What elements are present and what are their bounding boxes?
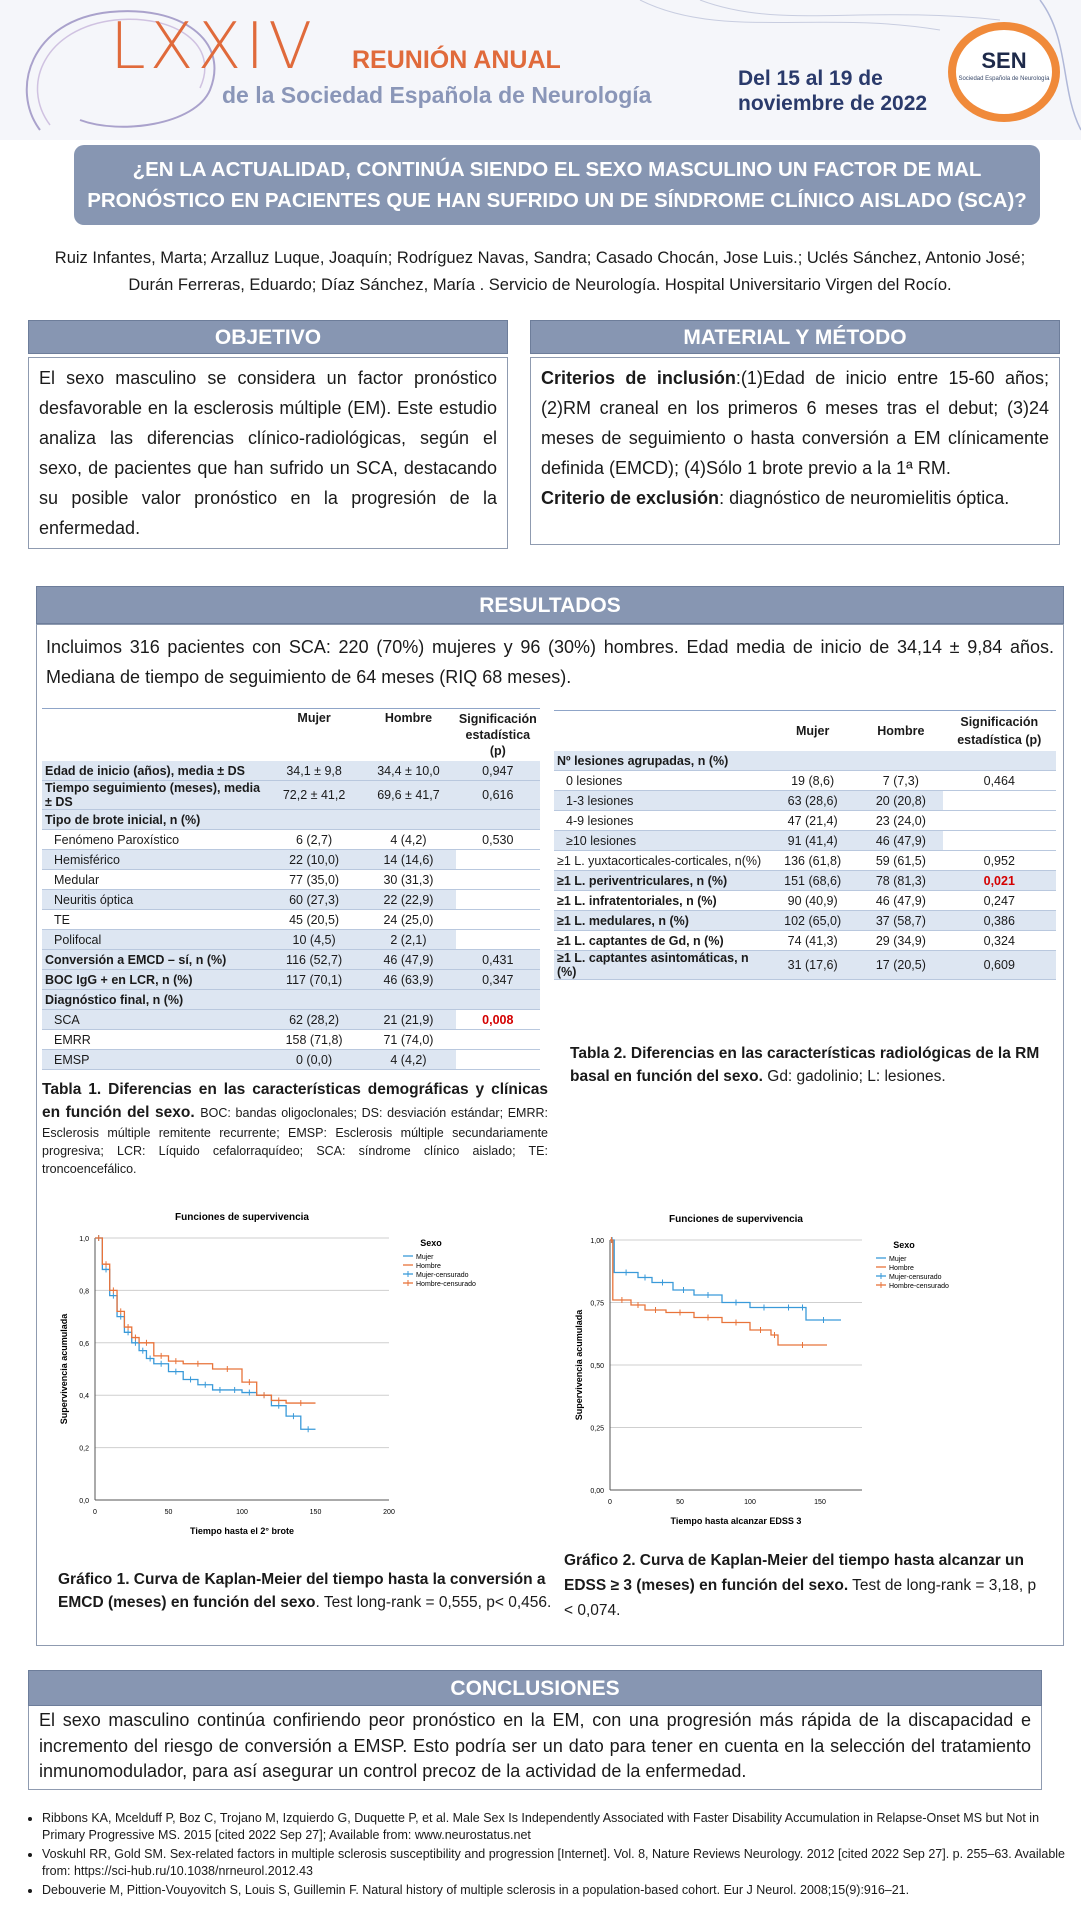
x-tick-label: 50 [676, 1499, 684, 1506]
row-mujer: 19 (8,6) [791, 773, 835, 788]
y-tick-label: 0,0 [79, 1498, 89, 1505]
row-p: 0,464 [983, 773, 1015, 788]
x-tick-label: 100 [236, 1509, 248, 1516]
row-hombre: 37 (58,7) [859, 911, 942, 931]
y-tick-label: 0,75 [590, 1300, 604, 1308]
row-label: Diagnóstico final, n (%) [42, 990, 267, 1010]
table-1-caption-bold: Tabla 1. Diferencias en las características demográficas y clínicas en función del sexo. [42, 1081, 548, 1121]
authors-line-2: Durán Ferreras, Eduardo; Díaz Sánchez, María . Servicio de Neurología. Hospital Universitario Virgen del Rocío. [128, 276, 952, 294]
objetivo-box [28, 357, 508, 549]
objetivo-heading: OBJETIVO [28, 320, 508, 354]
exclusion-text: : diagnóstico de neuromielitis óptica. [719, 488, 1010, 508]
row-hombre: 34,4 ± 10,0 [361, 761, 455, 781]
reference-item: • Voskuhl RR, Gold SM. Sex-related factors in multiple sclerosis susceptibility and progression [Internet]. Vol. 8, Nature Reviews Neurology. 2012 [cited 2022 Sep 27]. p. 255–63. Available from: https://sci-hub.ru/10.1038/nrneurol.2012.43 [42, 1846, 1081, 1880]
sen-logo-text: SEN [981, 48, 1027, 73]
row-hombre: 69,6 ± 41,7 [361, 781, 455, 810]
row-hombre: 46 (47,9) [859, 831, 942, 851]
table-1-header-empty [42, 709, 267, 762]
row-mujer: 74 (41,3) [787, 933, 838, 948]
row-mujer: 77 (35,0) [289, 872, 340, 887]
row-hombre: 22 (22,9) [361, 890, 455, 910]
legend-label: Hombre [889, 1265, 914, 1272]
table-1-caption [42, 1078, 548, 1178]
row-hombre: 21 (21,9) [361, 1010, 455, 1030]
objetivo-text: El sexo masculino se considera un factor pronóstico desfavorable en la esclerosis múltiple (EM). Este estudio analiza las diferencias clínico-radiológicas, según el sexo, de pacientes que han sufrido un SCA, destacando su posible valor pronóstico en la progresión de la enfermedad. [39, 368, 497, 538]
y-tick-label: 0,6 [79, 1340, 89, 1348]
graph-2-caption-bold: Gráfico 2. Curva de Kaplan-Meier del tiempo hasta alcanzar un EDSS ≥ 3 (meses) en función del sexo. [564, 1552, 1024, 1594]
chart-title: Funciones de supervivencia [669, 1214, 803, 1225]
row-hombre: 23 (24,0) [875, 813, 926, 828]
table-1-header-hombre: Hombre [384, 711, 433, 725]
y-tick-label: 0,2 [79, 1445, 89, 1453]
table-row [42, 761, 540, 781]
table-row [42, 850, 540, 870]
table-row [42, 970, 540, 990]
row-mujer: 117 (70,1) [267, 970, 361, 990]
inclusion-label: Criterios de inclusión [541, 368, 736, 388]
poster-title [74, 145, 1040, 225]
y-tick-label: 0,00 [590, 1488, 604, 1495]
table-row [554, 931, 1056, 951]
x-tick-label: 150 [814, 1499, 826, 1506]
inclusion-text: :(1)Edad de inicio entre 15-60 años; (2)RM craneal en los primeros 6 meses tras el debut; (3)24 meses de seguimiento o hasta conversión a EM clínicamente definida (EMCD); (4)Sólo 1 brote previo a la 1ª RM. [541, 368, 1049, 478]
table-1-caption-note: BOC: bandas oligoclonales; DS: desviación estándar; EMRR: Esclerosis múltiple remitente recurrente; EMSP: Esclerosis múltiple secundariamente progresiva; LCR: Líquido cefalorraquídeo; SCA: síndrome clínico aislado; TE: troncoencefálico. [42, 1106, 549, 1176]
row-mujer: 47 (21,4) [787, 813, 838, 828]
row-mujer: 10 (4,5) [267, 930, 361, 950]
graph-2-caption [564, 1548, 1044, 1623]
table-1-header-p: Significación estadística (p) [458, 712, 537, 758]
metodo-heading: MATERIAL Y MÉTODO [530, 320, 1060, 354]
table-row [554, 811, 1056, 831]
row-label: 1-3 lesiones [554, 791, 766, 811]
row-p [456, 850, 540, 870]
row-hombre: 59 (61,5) [875, 853, 926, 868]
legend-label: Hombre [416, 1263, 441, 1270]
conclusiones-heading: CONCLUSIONES [28, 1670, 1042, 1706]
graph-1-caption-bold: Gráfico 1. Curva de Kaplan-Meier del tiempo hasta la conversión a EMCD (meses) en función del sexo [58, 1571, 546, 1611]
row-hombre: 20 (20,8) [859, 791, 942, 811]
row-label: Nº lesiones agrupadas, n (%) [554, 751, 766, 771]
row-mujer: 31 (17,6) [766, 951, 859, 980]
y-tick-label: 0,8 [79, 1288, 89, 1296]
row-hombre: 24 (25,0) [383, 912, 434, 927]
row-mujer: 90 (40,9) [787, 893, 838, 908]
x-tick-label: 200 [383, 1509, 395, 1516]
row-mujer: 158 (71,8) [285, 1032, 343, 1047]
y-axis-label: Supervivencia acumulada [59, 1313, 69, 1425]
legend-label: Hombre-censurado [889, 1283, 949, 1290]
row-p: 0,947 [456, 761, 540, 781]
row-label: Hemisférico [42, 850, 267, 870]
row-hombre: 2 (2,1) [361, 930, 455, 950]
row-label: SCA [42, 1010, 267, 1030]
exclusion-text-row [541, 483, 1049, 513]
row-mujer: 151 (68,6) [766, 871, 859, 891]
row-hombre [361, 810, 455, 830]
row-p [943, 791, 1056, 811]
table-row [42, 950, 540, 970]
row-mujer: 63 (28,6) [766, 791, 859, 811]
row-p: 0,952 [983, 853, 1015, 868]
x-tick-label: 100 [744, 1499, 756, 1506]
x-axis-label: Tiempo hasta alcanzar EDSS 3 [670, 1516, 802, 1526]
row-mujer: 91 (41,4) [766, 831, 859, 851]
row-mujer: 72,2 ± 41,2 [267, 781, 361, 810]
row-label: Polifocal [42, 930, 267, 950]
table-row [42, 781, 540, 810]
row-label: 4-9 lesiones [566, 813, 634, 828]
authors-line-1: Ruiz Infantes, Marta; Arzalluz Luque, Joaquín; Rodríguez Navas, Sandra; Casado Chocán, Jose Luis.; Uclés Sánchez, Antonio José; [54, 249, 1026, 267]
row-p: 0,431 [456, 950, 540, 970]
row-label: ≥1 L. yuxtacorticales-corticales, n(%) [557, 853, 762, 868]
row-p [456, 990, 540, 1010]
table-row [42, 1010, 540, 1030]
row-label: ≥1 L. captantes de Gd, n (%) [557, 933, 724, 948]
society-name: de la Sociedad Española de Neurología [222, 82, 652, 108]
table-row [554, 791, 1056, 811]
legend-label: Mujer [889, 1256, 907, 1263]
table-row [554, 851, 1056, 871]
row-mujer: 0 (0,0) [267, 1050, 361, 1070]
table-row [42, 830, 540, 850]
authors [40, 245, 1040, 299]
row-label: Fenómeno Paroxístico [54, 832, 180, 847]
row-p [943, 751, 1056, 771]
row-hombre: 46 (63,9) [361, 970, 455, 990]
reference-item: • Ribbons KA, Mcelduff P, Boz C, Trojano M, Izquierdo G, Duquette P, et al. Male Sex Is Independently Associated with Faster Disability Accumulation in Relapse-Onset MS but Not in Primary Progressive MS. 2015 [cited 2022 Sep 27]; Available from: www.neurostatus.net [42, 1810, 1081, 1844]
table-2 [554, 710, 1056, 980]
resultados-heading: RESULTADOS [36, 586, 1064, 624]
conclusiones-text: El sexo masculino continúa confiriendo peor pronóstico en la EM, con una progresión más rápida de la discapacidad e incremento del riesgo de conversión a EMSP. Esto podría ser un dato para tener en cuenta en la selección del tratamiento inmunomodulador, para así asegurar un control precoz de la actividad de la enfermedad. [39, 1710, 1031, 1781]
chart-title: Funciones de supervivencia [175, 1212, 309, 1223]
row-hombre: 78 (81,3) [859, 871, 942, 891]
row-hombre: 46 (47,9) [361, 950, 455, 970]
table-row [554, 951, 1056, 980]
conclusiones-box [28, 1706, 1042, 1790]
legend-title: Sexo [420, 1238, 442, 1248]
row-label: EMRR [54, 1032, 91, 1047]
sen-logo [948, 22, 1060, 122]
row-mujer [766, 751, 859, 771]
row-label: Conversión a EMCD – sí, n (%) [42, 950, 267, 970]
row-label: EMSP [42, 1050, 267, 1070]
row-label: ≥1 L. medulares, n (%) [554, 911, 766, 931]
row-mujer: 136 (61,8) [784, 853, 842, 868]
legend-label: Mujer-censurado [416, 1272, 469, 1279]
row-label: Edad de inicio (años), media ± DS [42, 761, 267, 781]
x-tick-label: 0 [93, 1509, 97, 1516]
table-row [554, 891, 1056, 911]
row-hombre: 4 (4,2) [390, 832, 427, 847]
table-2-header [554, 711, 1056, 752]
row-p [456, 1050, 540, 1070]
row-hombre [361, 990, 455, 1010]
table-2-header-empty [554, 711, 766, 752]
legend-label: Mujer-censurado [889, 1274, 942, 1281]
graph-2-caption-note: Test de long-rank = 3,18, p < 0,074. [564, 1577, 1037, 1619]
row-hombre [859, 751, 942, 771]
row-mujer: 22 (10,0) [267, 850, 361, 870]
sen-logo-subtext: Sociedad Española de Neurología [958, 76, 1050, 82]
row-label: Tipo de brote inicial, n (%) [42, 810, 267, 830]
row-hombre: 4 (4,2) [361, 1050, 455, 1070]
table-row [42, 810, 540, 830]
table-row [554, 871, 1056, 891]
metodo-box [530, 357, 1060, 545]
row-hombre: 17 (20,5) [859, 951, 942, 980]
dates-line-1: Del 15 al 19 de [738, 67, 883, 90]
y-tick-label: 0,50 [590, 1363, 604, 1370]
table-2-caption [570, 1042, 1056, 1088]
y-tick-label: 0,25 [590, 1425, 604, 1433]
table-row [554, 831, 1056, 851]
table-2-header-p: Significación estadística (p) [957, 715, 1042, 747]
row-hombre: 7 (7,3) [882, 773, 919, 788]
row-label: Neuritis óptica [42, 890, 267, 910]
row-p: 0,247 [983, 893, 1015, 908]
congress-number: LXXIV [110, 10, 316, 84]
row-label: Tiempo seguimiento (meses), media ± DS [42, 781, 267, 810]
series-line-hombre [610, 1240, 827, 1345]
row-hombre: 71 (74,0) [383, 1032, 434, 1047]
row-p: 0,609 [943, 951, 1056, 980]
dates-line-2: noviembre de 2022 [738, 92, 928, 115]
table-row [42, 990, 540, 1010]
legend-label: Hombre-censurado [416, 1281, 476, 1288]
reference-item: • Debouverie M, Pittion-Vouyovitch S, Louis S, Guillemin F. Natural history of multiple sclerosis in a population-based cohort. Eur J Neurol. 2008;15(9):916–21. [42, 1882, 1081, 1899]
x-tick-label: 150 [309, 1509, 322, 1516]
row-hombre: 29 (34,9) [875, 933, 926, 948]
km-chart-2 [560, 1190, 1040, 1540]
row-hombre: 46 (47,9) [875, 893, 926, 908]
table-row [554, 751, 1056, 771]
row-p [456, 910, 540, 930]
references-list [14, 1810, 1081, 1899]
table-row [554, 771, 1056, 791]
row-p [456, 1030, 540, 1050]
row-label: ≥1 L. infratentoriales, n (%) [557, 893, 717, 908]
row-p: 0,324 [983, 933, 1015, 948]
x-axis-label: Tiempo hasta el 2° brote [190, 1526, 294, 1536]
row-hombre: 30 (31,3) [383, 872, 434, 887]
row-mujer: 102 (65,0) [766, 911, 859, 931]
row-p: 0,008 [482, 1012, 514, 1027]
row-p [943, 831, 1056, 851]
y-axis-label: Supervivencia acumulada [574, 1309, 584, 1421]
legend-label: Mujer [416, 1254, 434, 1261]
row-mujer: 116 (52,7) [267, 950, 361, 970]
y-tick-label: 0,4 [79, 1393, 89, 1401]
x-tick-label: 50 [164, 1509, 173, 1516]
title-line-1: ¿EN LA ACTUALIDAD, CONTINÚA SIENDO EL SEXO MASCULINO UN FACTOR DE MAL [132, 158, 982, 181]
series-line-hombre [95, 1238, 316, 1403]
metodo-text [541, 363, 1049, 483]
graph-1-caption [58, 1568, 558, 1614]
row-mujer [267, 810, 361, 830]
row-mujer: 60 (27,3) [267, 890, 361, 910]
table-row [42, 890, 540, 910]
row-mujer: 6 (2,7) [296, 832, 333, 847]
x-tick-label: 0 [608, 1499, 612, 1506]
table-row [42, 930, 540, 950]
row-label: TE [54, 912, 70, 927]
row-p [943, 811, 1056, 831]
table-1-header [42, 709, 540, 762]
exclusion-label: Criterio de exclusión [541, 488, 720, 508]
row-label: ≥10 lesiones [554, 831, 766, 851]
row-mujer [267, 990, 361, 1010]
row-p [456, 870, 540, 890]
legend-title: Sexo [893, 1240, 915, 1250]
row-mujer: 45 (20,5) [289, 912, 340, 927]
row-label: ≥1 L. captantes asintomáticas, n (%) [554, 951, 766, 980]
table-row [554, 911, 1056, 931]
row-label: BOC IgG + en LCR, n (%) [42, 970, 267, 990]
poster-header [0, 0, 1081, 140]
row-p [456, 930, 540, 950]
y-tick-label: 1,00 [590, 1238, 604, 1245]
resultados-intro: Incluimos 316 pacientes con SCA: 220 (70%) mujeres y 96 (30%) hombres. Edad media de inicio de 34,14 ± 9,84 años. Mediana de tiempo de seguimiento de 64 meses (RIQ 68 meses). [46, 637, 1054, 687]
y-tick-label: 1,0 [79, 1236, 89, 1243]
table-1-header-mujer: Mujer [297, 711, 331, 725]
congress-dates [738, 66, 927, 116]
table-2-caption-bold: Tabla 2. Diferencias en las características radiológicas de la RM basal en función del sexo. [570, 1045, 1040, 1085]
table-row [42, 910, 540, 930]
km-chart-1 [50, 1200, 540, 1560]
row-p: 0,386 [943, 911, 1056, 931]
row-p [456, 890, 540, 910]
table-row [42, 1050, 540, 1070]
table-1 [42, 708, 540, 1070]
row-label: 0 lesiones [566, 773, 623, 788]
table-2-header-hombre: Hombre [877, 724, 925, 738]
meeting-title: REUNIÓN ANUAL [352, 46, 561, 74]
row-label: ≥1 L. periventriculares, n (%) [554, 871, 766, 891]
row-p: 0,530 [482, 832, 514, 847]
row-mujer: 34,1 ± 9,8 [267, 761, 361, 781]
row-label: Medular [54, 872, 100, 887]
row-p: 0,347 [456, 970, 540, 990]
row-p: 0,616 [456, 781, 540, 810]
row-p [456, 810, 540, 830]
row-mujer: 62 (28,2) [267, 1010, 361, 1030]
graph-1-caption-note: . Test long-rank = 0,555, p< 0,456. [315, 1594, 552, 1611]
title-line-2: PRONÓSTICO EN PACIENTES QUE HAN SUFRIDO UN DE SÍNDROME CLÍNICO AISLADO (SCA)? [87, 189, 1027, 212]
table-row [42, 870, 540, 890]
table-2-caption-note: Gd: gadolinio; L: lesiones. [762, 1068, 946, 1085]
row-hombre: 14 (14,6) [361, 850, 455, 870]
row-p: 0,021 [943, 871, 1056, 891]
table-row [42, 1030, 540, 1050]
table-2-header-mujer: Mujer [795, 724, 830, 738]
